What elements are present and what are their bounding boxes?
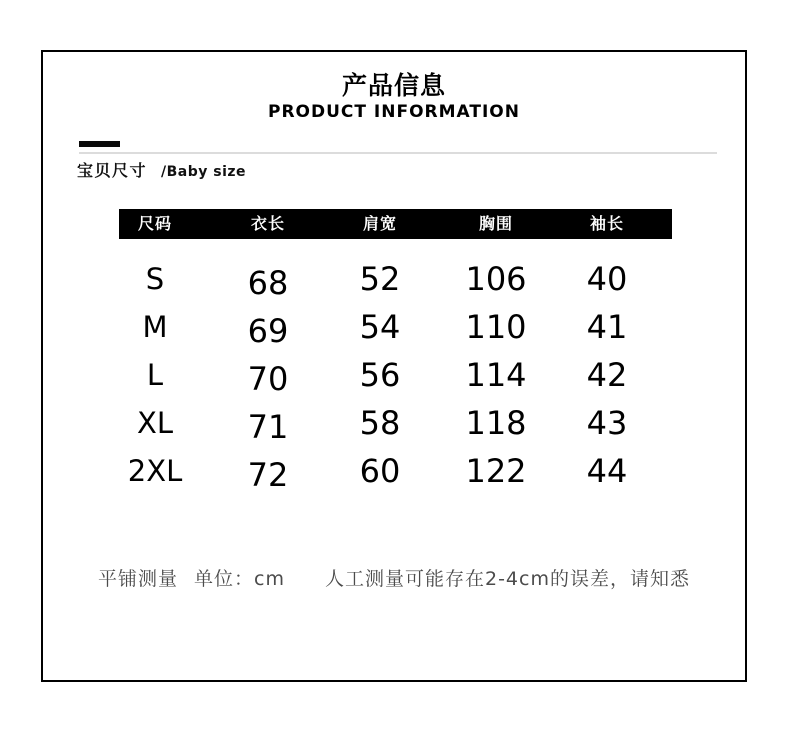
section-label-cn: 宝贝尺寸 xyxy=(77,161,148,180)
measurement-note xyxy=(43,566,745,592)
header-cell-bust: 胸围 xyxy=(478,214,513,233)
size-table xyxy=(119,209,672,495)
section-label-en: /Baby size xyxy=(161,164,247,180)
value-cell: 106 xyxy=(465,260,527,298)
value-cell: 72 xyxy=(247,456,289,494)
value-cell: 41 xyxy=(586,308,628,346)
value-cell: 42 xyxy=(586,356,628,394)
product-info-panel xyxy=(41,50,747,682)
table-row xyxy=(119,351,672,399)
value-cell: 70 xyxy=(247,360,289,398)
value-cell: 54 xyxy=(359,308,401,346)
size-cell: 2XL xyxy=(127,454,183,488)
page-subtitle: PRODUCT INFORMATION xyxy=(268,102,520,122)
value-cell: 68 xyxy=(247,264,289,302)
size-table-header xyxy=(119,209,672,239)
table-row xyxy=(119,399,672,447)
table-row xyxy=(119,447,672,495)
measurement-tolerance-text: 人工测量可能存在2-4cm的误差，请知悉 xyxy=(324,568,690,590)
value-cell: 43 xyxy=(586,404,628,442)
section-label xyxy=(77,160,246,183)
size-cell: S xyxy=(145,262,165,296)
value-cell: 44 xyxy=(586,452,628,490)
value-cell: 122 xyxy=(465,452,527,490)
header-cell-shoulder: 肩宽 xyxy=(362,214,397,233)
value-cell: 110 xyxy=(465,308,527,346)
table-row xyxy=(119,255,672,303)
size-cell: M xyxy=(142,310,168,344)
section-accent-dash xyxy=(79,141,120,147)
value-cell: 52 xyxy=(359,260,401,298)
value-cell: 114 xyxy=(465,356,527,394)
header-cell-length: 衣长 xyxy=(250,214,285,233)
measurement-unit-text: 单位：cm xyxy=(194,568,285,590)
value-cell: 69 xyxy=(247,312,289,350)
size-cell: L xyxy=(146,358,164,392)
header-cell-size: 尺码 xyxy=(137,214,172,233)
value-cell: 40 xyxy=(586,260,628,298)
header-cell-sleeve: 袖长 xyxy=(589,214,624,233)
page-title: 产品信息 xyxy=(341,71,446,100)
section-divider-line xyxy=(79,152,717,154)
value-cell: 71 xyxy=(247,408,289,446)
table-row xyxy=(119,303,672,351)
value-cell: 60 xyxy=(359,452,401,490)
value-cell: 58 xyxy=(359,404,401,442)
measurement-method-text: 平铺测量 xyxy=(98,568,179,590)
value-cell: 56 xyxy=(359,356,401,394)
size-cell: XL xyxy=(136,406,174,440)
value-cell: 118 xyxy=(465,404,527,442)
size-table-body xyxy=(119,255,672,495)
